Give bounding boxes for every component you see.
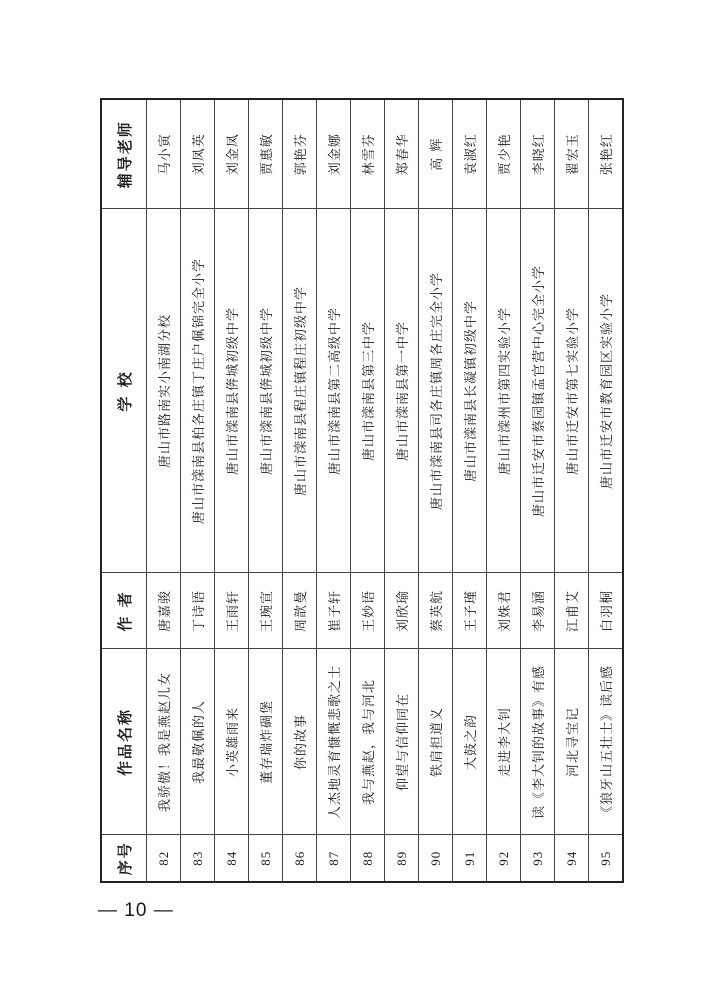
table-row	[249, 99, 283, 882]
cell-author: 唐嘉骏	[147, 573, 181, 649]
cell-num: 89	[385, 835, 419, 882]
cell-teacher: 刘金娜	[317, 99, 351, 209]
cell-teacher: 郑春华	[385, 99, 419, 209]
table-row	[385, 99, 419, 882]
cell-num: 92	[487, 835, 521, 882]
cell-author: 王琬宣	[249, 573, 283, 649]
cell-school: 唐山市滦南县第一中学	[385, 209, 419, 573]
cell-author: 白羽桐	[589, 573, 624, 649]
cell-work: 大鼓之韵	[453, 649, 487, 835]
cell-school: 唐山市滦南县程庄镇程庄初级中学	[283, 209, 317, 573]
table-row	[453, 99, 487, 882]
award-list-table	[100, 98, 624, 883]
cell-work: 董存瑞炸碉堡	[249, 649, 283, 835]
header-work: 作品名称	[101, 649, 147, 835]
cell-num: 95	[589, 835, 624, 882]
cell-work: 你的故事	[283, 649, 317, 835]
cell-author: 李易涵	[521, 573, 555, 649]
cell-school: 唐山市滦南县司各庄镇周各庄完全小学	[419, 209, 453, 573]
cell-teacher: 刘金凤	[215, 99, 249, 209]
cell-school: 唐山市滦南县第二高级中学	[317, 209, 351, 573]
cell-num: 85	[249, 835, 283, 882]
cell-work: 《狼牙山五壮士》读后感	[589, 649, 624, 835]
table-row	[317, 99, 351, 882]
cell-num: 94	[555, 835, 589, 882]
cell-teacher: 马小寅	[147, 99, 181, 209]
cell-work: 人杰地灵育慷慨悲歌之士	[317, 649, 351, 835]
table-container	[100, 100, 615, 883]
cell-author: 王妙语	[351, 573, 385, 649]
cell-author: 周歆曼	[283, 573, 317, 649]
cell-school: 唐山市滦南县长凝镇初级中学	[453, 209, 487, 573]
cell-work: 小英雄雨来	[215, 649, 249, 835]
table-row	[181, 99, 215, 882]
table-row	[487, 99, 521, 882]
cell-teacher: 张艳红	[589, 99, 624, 209]
cell-school: 唐山市路南实小南湖分校	[147, 209, 181, 573]
cell-num: 91	[453, 835, 487, 882]
cell-teacher: 李晓红	[521, 99, 555, 209]
cell-school: 唐山市滦南县倴城初级中学	[249, 209, 283, 573]
table-row	[351, 99, 385, 882]
cell-num: 90	[419, 835, 453, 882]
cell-num: 82	[147, 835, 181, 882]
cell-school: 唐山市滦南县第三中学	[351, 209, 385, 573]
cell-school: 唐山市迁安市蔡园镇孟官营中心完全小学	[521, 209, 555, 573]
cell-num: 87	[317, 835, 351, 882]
table-row	[215, 99, 249, 882]
cell-author: 丁诗语	[181, 573, 215, 649]
rotated-table-frame	[100, 100, 615, 883]
cell-school: 唐山市迁安市教育园区实验小学	[589, 209, 624, 573]
cell-work: 读《李大钊的故事》有感	[521, 649, 555, 835]
table-row	[589, 99, 624, 882]
table-header-row	[101, 99, 147, 882]
cell-school: 唐山市滦南县倴城初级中学	[215, 209, 249, 573]
cell-teacher: 翟宏玉	[555, 99, 589, 209]
cell-author: 王雨轩	[215, 573, 249, 649]
cell-num: 83	[181, 835, 215, 882]
header-author: 作 者	[101, 573, 147, 649]
cell-work: 河北寻宝记	[555, 649, 589, 835]
table-row	[521, 99, 555, 882]
cell-teacher: 林雪芬	[351, 99, 385, 209]
cell-author: 江甫艾	[555, 573, 589, 649]
page-number: — 10 —	[98, 900, 174, 921]
cell-author: 王子瑾	[453, 573, 487, 649]
header-num: 序号	[101, 835, 147, 882]
cell-num: 93	[521, 835, 555, 882]
cell-work: 仰望与信仰同在	[385, 649, 419, 835]
cell-teacher: 袁淑红	[453, 99, 487, 209]
table-row	[283, 99, 317, 882]
cell-work: 走进李大钊	[487, 649, 521, 835]
header-school: 学 校	[101, 209, 147, 573]
cell-school: 唐山市滦州市第四实验小学	[487, 209, 521, 573]
cell-author: 刘姝君	[487, 573, 521, 649]
cell-work: 我骄傲！我是燕赵儿女	[147, 649, 181, 835]
cell-school: 唐山市滦南县柏各庄镇丁庄户佩锦完全小学	[181, 209, 215, 573]
cell-author: 蔡英航	[419, 573, 453, 649]
table-row	[555, 99, 589, 882]
cell-author: 崔子轩	[317, 573, 351, 649]
table-row	[419, 99, 453, 882]
cell-teacher: 高 辉	[419, 99, 453, 209]
table-row	[147, 99, 181, 882]
cell-teacher: 郭艳芬	[283, 99, 317, 209]
cell-author: 刘欣瑜	[385, 573, 419, 649]
cell-school: 唐山市迁安市第七实验小学	[555, 209, 589, 573]
cell-teacher: 贾惠敏	[249, 99, 283, 209]
cell-work: 铁肩担道义	[419, 649, 453, 835]
cell-work: 我与燕赵，我与河北	[351, 649, 385, 835]
cell-work: 我最敬佩的人	[181, 649, 215, 835]
cell-num: 86	[283, 835, 317, 882]
cell-num: 84	[215, 835, 249, 882]
cell-teacher: 刘凤英	[181, 99, 215, 209]
cell-num: 88	[351, 835, 385, 882]
cell-teacher: 贾少艳	[487, 99, 521, 209]
header-teacher: 辅导老师	[101, 99, 147, 209]
